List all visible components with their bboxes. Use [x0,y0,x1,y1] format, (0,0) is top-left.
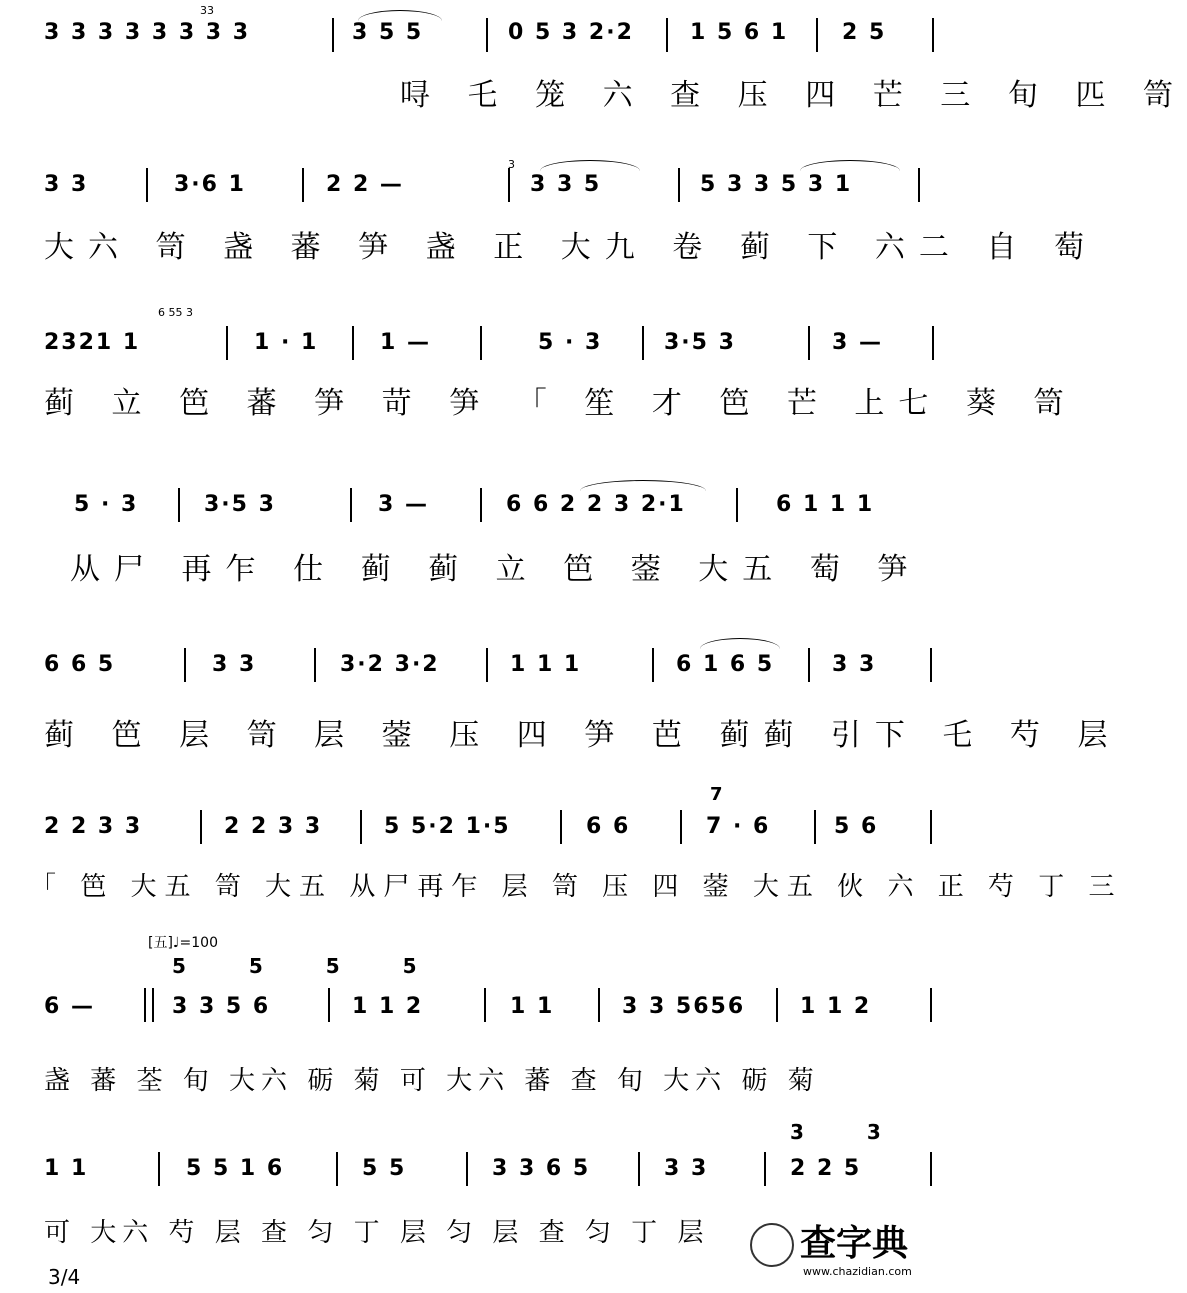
barline [814,810,816,844]
watermark-brand: 查字典 [800,1223,909,1264]
barline [932,326,934,360]
tempo-mark: [五]♩=100 [148,935,218,951]
measure: 7 · 6 [706,814,771,839]
grace-note: 6 55 3 [158,306,193,319]
measure: 3 — [378,492,429,517]
barline [930,1152,932,1186]
page-number: 3/4 [48,1265,81,1289]
slur [580,480,706,491]
barline [930,810,932,844]
measure: 5 · 3 [538,330,603,355]
barline [678,168,680,202]
measure: 6 1 1 1 [776,492,875,517]
barline [598,988,600,1022]
barline [178,488,180,522]
barline [680,810,682,844]
barline [480,488,482,522]
barline [930,648,932,682]
tablature-line-5: 蓟 笆 层 笥 层 蓥 压 四 笋 芭 蓟蓟 引下 乇 芍 层 [44,718,1122,753]
barline [332,18,334,52]
barline [930,988,932,1022]
measure: 0 5 3 2·2 [508,20,634,45]
barline [486,18,488,52]
barline [642,326,644,360]
barline [466,1152,468,1186]
measure: 6 1 6 5 [676,652,775,677]
tablature-line-2: 大六 笥 盏 蕃 笋 盏 正 大九 卷 蓟 下 六二 自 萄 [44,230,1098,265]
barline [302,168,304,202]
measure: 1 1 2 [352,994,424,1019]
measure: 3 3 5 [530,172,602,197]
measure: 3·2 3·2 [340,652,440,677]
measure: 1 5 6 1 [690,20,789,45]
barline [764,1152,766,1186]
barline [486,648,488,682]
measure: 3 3 5 6 [172,994,271,1019]
measure: 3 3 6 5 [492,1156,591,1181]
grace-note: 3 [508,158,515,171]
barline [200,810,202,844]
measure: 3 3 [832,652,877,677]
measure: 3·5 3 [204,492,276,517]
measure: 3 3 3 3 3 3 3 3 [44,20,251,45]
measure: 3 — [832,330,883,355]
grace-note: 7 [710,784,723,805]
barline [932,18,934,52]
measure: 3 3 [44,172,89,197]
measure: 6 6 2 2 3 2·1 [506,492,686,517]
stacked-notes: 3 3 [790,1120,909,1144]
barline [328,988,330,1022]
measure: 5 6 [834,814,879,839]
measure: 6 6 5 [44,652,116,677]
barline [360,810,362,844]
measure: 6 6 [586,814,631,839]
barline [350,488,352,522]
measure: 5 5·2 1·5 [384,814,511,839]
barline [480,326,482,360]
double-barline [144,988,154,1022]
watermark-url: www.chazidian.com [803,1265,912,1278]
measure: 1 · 1 [254,330,319,355]
barline [336,1152,338,1186]
tablature-line-4: 从尸 再乍 仕 蓟 蓟 立 笆 蓥 大五 萄 笋 [70,552,922,587]
barline [808,648,810,682]
measure: 5 3 3 5 3 1 [700,172,853,197]
slur [700,638,780,649]
measure: 5 · 3 [74,492,139,517]
slur [540,160,640,171]
measure: 1 1 2 [800,994,872,1019]
slur [800,160,900,171]
tablature-line-8: 可 大六 芍 层 查 匀 丁 层 匀 层 查 匀 丁 层 [44,1218,710,1248]
measure: 3 5 5 [352,20,424,45]
measure: 2 2 3 3 [224,814,323,839]
grace-note: 33 [200,4,214,17]
student-face-icon [750,1223,794,1267]
measure: 1 1 [510,994,555,1019]
barline [736,488,738,522]
tablature-line-6: 「 笆 大五 笥 大五 从尸再乍 层 笥 压 四 蓥 大五 伙 六 正 芍 丁 三 [30,872,1123,902]
measure: 2 2 — [326,172,404,197]
measure: 1 1 1 [510,652,582,677]
barline [816,18,818,52]
barline [352,326,354,360]
barline [484,988,486,1022]
tablature-line-3: 蓟 立 笆 蕃 笋 苛 笋 「 笙 才 笆 芒 上七 葵 笥 [44,386,1078,421]
barline [918,168,920,202]
barline [508,168,510,202]
barline [146,168,148,202]
measure: 2 5 [842,20,887,45]
barline [314,648,316,682]
measure: 1 1 [44,1156,89,1181]
tablature-line-7: 盏 蕃 荃 旬 大六 砺 菊 可 大六 蕃 查 旬 大六 砺 菊 [44,1066,820,1096]
barline [158,1152,160,1186]
measure: 3·6 1 [174,172,246,197]
barline [226,326,228,360]
tablature-line-1: 㖊 乇 笼 六 查 压 四 芒 三 旬 匹 笥 [400,78,1187,113]
barline [638,1152,640,1186]
barline [184,648,186,682]
measure: 3 3 5656 [622,994,746,1019]
measure: 2321 1 [44,330,141,355]
measure: 2 2 3 3 [44,814,143,839]
slur [358,10,442,21]
watermark-logo[interactable] [745,1215,945,1285]
barline [666,18,668,52]
barline [808,326,810,360]
measure: 1 — [380,330,431,355]
measure: 6 — [44,994,95,1019]
measure: 5 5 [362,1156,407,1181]
barline [776,988,778,1022]
stacked-notes: 5 5 5 5 [172,954,445,978]
measure: 2 2 5 [790,1156,862,1181]
measure: 5 5 1 6 [186,1156,285,1181]
notation-line-1 [44,20,250,45]
measure: 3 3 [212,652,257,677]
barline [560,810,562,844]
measure: 3 3 [664,1156,709,1181]
measure: 3·5 3 [664,330,736,355]
barline [652,648,654,682]
